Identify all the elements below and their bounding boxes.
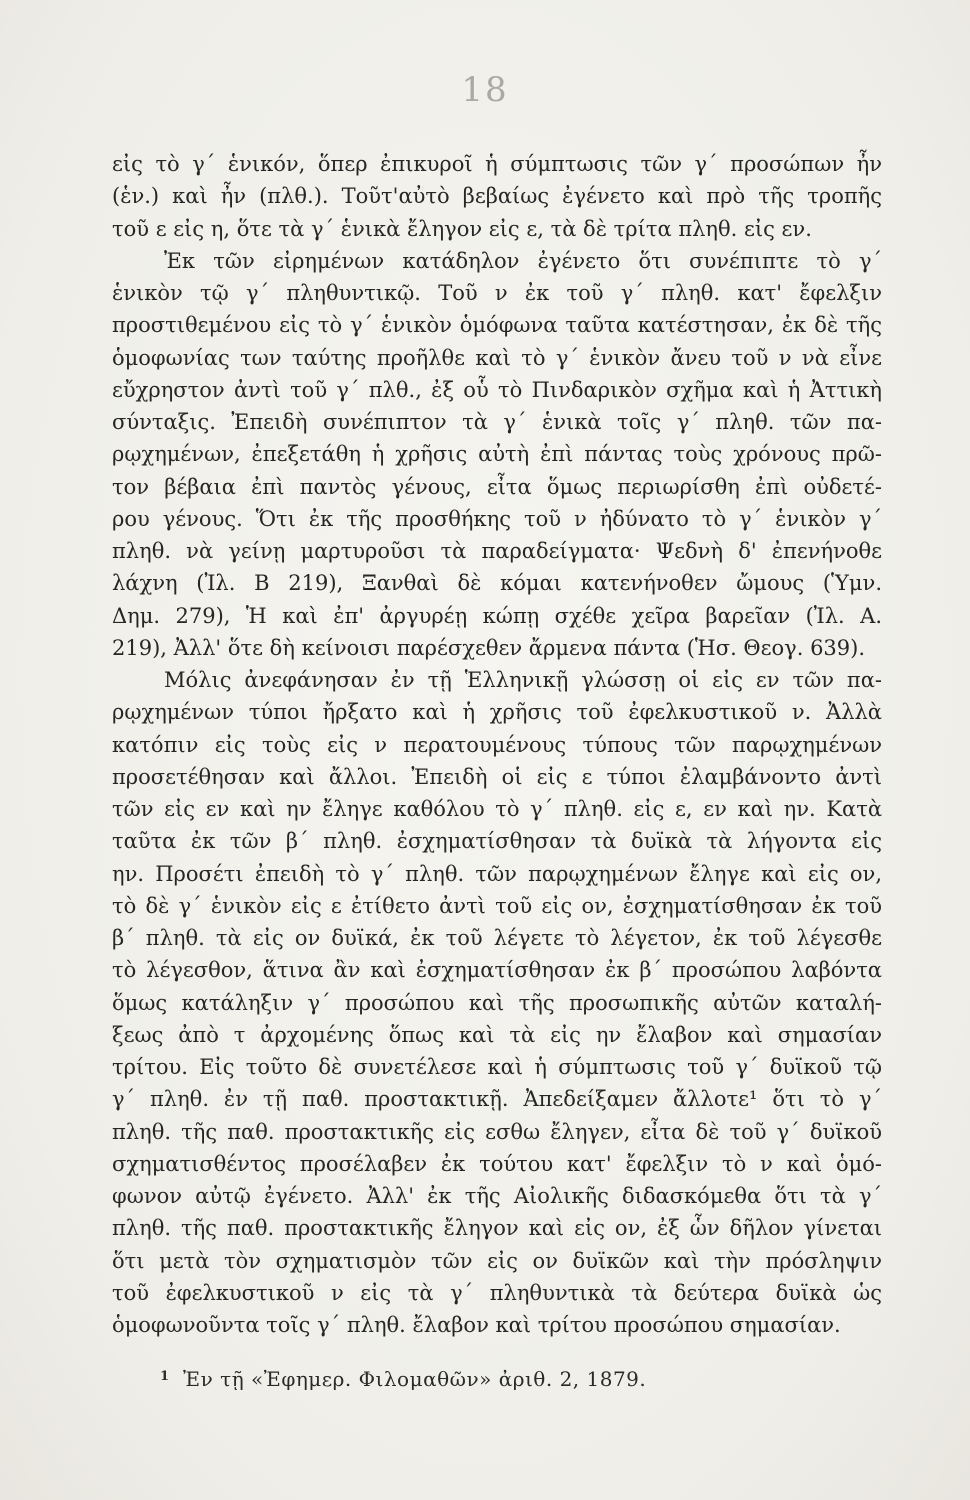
text-line: τῶν εἰς εν καὶ ην ἔληγε καθόλου τὸ γ΄ πληθ. εἰς ε, εν καὶ ην. Κατὰ: [112, 797, 882, 821]
text-line: προσετέθησαν καὶ ἄλλοι. Ἐπειδὴ οἱ εἰς ε τύποι ἐλαμβάνοντο ἀντὶ: [112, 764, 882, 789]
footnote-text: Ἐν τῇ «Ἐφημερ. Φιλομαθῶν» ἀριθ. 2, 1879.: [183, 1367, 647, 1391]
text-line: ρῳχημένων, ἐπεξετάθη ἡ χρῆσις αὐτὴ ἐπὶ πάντας τοὺς χρόνους πρῶ-: [112, 442, 882, 467]
text-line: ὁμοφωνοῦντα τοῖς γ΄ πληθ. ἔλαβον καὶ τρίτου προσώπου σημασίαν.: [112, 1313, 841, 1337]
text-line: Μόλις ἀνεφάνησαν ἐν τῇ Ἑλληνικῇ γλώσσῃ οἱ εἰς εν τῶν πα-: [164, 668, 882, 692]
body-text: [112, 148, 882, 1341]
text-line: ρου γένους. Ὅτι ἐκ τῆς προσθήκης τοῦ ν ἠδύνατο τὸ γ΄ ἑνικὸν γ΄: [112, 506, 882, 531]
text-line: ὅμως κατάληξιν γ΄ προσώπου καὶ τῆς προσωπικῆς αὐτῶν καταλή-: [112, 990, 882, 1015]
text-line: κατόπιν εἰς τοὺς εἰς ν περατουμένους τύπους τῶν παρῳχημένων: [112, 732, 882, 757]
page-number: 18: [461, 70, 509, 110]
text-line: β΄ πληθ. τὰ εἰς ον δυϊκά, ἐκ τοῦ λέγετε τὸ λέγετον, ἐκ τοῦ λέγεσθε: [112, 926, 882, 950]
text-line: 219), Ἀλλ' ὅτε δὴ κείνοισι παρέσχεθεν ἄρμενα πάντα (Ἡσ. Θεογ. 639).: [112, 635, 866, 660]
footnote: [160, 1363, 646, 1393]
text-line: πληθ. τῆς παθ. προστακτικῆς ἔληγον καὶ εἰς ον, ἐξ ὧν δῆλον γίνεται: [112, 1216, 882, 1241]
text-line: προστιθεμένου εἰς τὸ γ΄ ἑνικὸν ὁμόφωνα ταῦτα κατέστησαν, ἐκ δὲ τῆς: [112, 313, 882, 338]
text-line: τὸ δὲ γ΄ ἑνικὸν εἰς ε ἐτίθετο ἀντὶ τοῦ εἰς ον, ἐσχηματίσθησαν ἐκ τοῦ: [112, 893, 882, 918]
text-line: ην. Προσέτι ἐπειδὴ τὸ γ΄ πληθ. τῶν παρῳχημένων ἔληγε καὶ εἰς ον,: [112, 861, 882, 886]
text-line: τὸ λέγεσθον, ἅτινα ἂν καὶ ἐσχηματίσθησαν ἐκ β΄ προσώπου λαβόντα: [112, 958, 882, 983]
text-line: πληθ. τῆς παθ. προστακτικῆς εἰς εσθω ἔληγεν, εἶτα δὲ τοῦ γ΄ δυϊκοῦ: [112, 1119, 882, 1144]
text-line: σχηματισθέντος προσέλαβεν ἐκ τούτου κατ' ἔφελξιν τὸ ν καὶ ὁμό-: [112, 1151, 882, 1176]
text-line: λάχνη (Ἰλ. Β 219), Ξανθαὶ δὲ κόμαι κατενήνοθεν ὤμους (Ὑμν.: [112, 571, 882, 596]
text-line: εἰς τὸ γ΄ ἑνικόν, ὅπερ ἐπικυροῖ ἡ σύμπτωσις τῶν γ΄ προσώπων ἦν: [112, 152, 882, 176]
text-line: φωνον αὐτῷ ἐγένετο. Ἀλλ' ἐκ τῆς Αἰολικῆς διδασκόμεθα ὅτι τὰ γ΄: [112, 1184, 882, 1208]
text-line: Ἐκ τῶν εἰρημένων κατάδηλον ἐγένετο ὅτι συνέπιπτε τὸ γ΄: [164, 248, 882, 273]
text-line: ταῦτα ἐκ τῶν β΄ πληθ. ἐσχηματίσθησαν τὰ δυϊκὰ τὰ λήγοντα εἰς: [112, 829, 882, 854]
text-line: τοῦ ἐφελκυστικοῦ ν εἰς τὰ γ΄ πληθυντικὰ τὰ δεύτερα δυϊκὰ ὡς: [112, 1280, 882, 1305]
text-line: πληθ. νὰ γείνῃ μαρτυροῦσι τὰ παραδείγματα· Ψεδνὴ δ' ἐπενήνοθε: [112, 539, 882, 563]
text-line: τρίτου. Εἰς τοῦτο δὲ συνετέλεσε καὶ ἡ σύμπτωσις τοῦ γ΄ δυϊκοῦ τῷ: [112, 1055, 882, 1079]
text-line: ξεως ἀπὸ τ ἀρχομένης ὅπως καὶ τὰ εἰς ην ἔλαβον καὶ σημασίαν: [112, 1022, 882, 1047]
footnote-marker: 1: [160, 1369, 170, 1384]
text-line: ἑνικὸν τῷ γ΄ πληθυντικῷ. Τοῦ ν ἐκ τοῦ γ΄ πληθ. κατ' ἔφελξιν: [112, 281, 882, 305]
text-line: (ἑν.) καὶ ἦν (πλθ.). Τοῦτ'αὐτὸ βεβαίως ἐγένετο καὶ πρὸ τῆς τροπῆς: [112, 184, 882, 209]
text-line: σύνταξις. Ἐπειδὴ συνέπιπτον τὰ γ΄ ἑνικὰ τοῖς γ΄ πληθ. τῶν πα-: [112, 410, 882, 434]
text-line: ὅτι μετὰ τὸν σχηματισμὸν τῶν εἰς ον δυϊκῶν καὶ τὴν πρόσληψιν: [112, 1248, 882, 1273]
text-line: ρῳχημένων τύποι ἤρξατο καὶ ἡ χρῆσις τοῦ ἐφελκυστικοῦ ν. Ἀλλὰ: [112, 700, 882, 725]
text-line: ὁμοφωνίας των ταύτης προῆλθε καὶ τὸ γ΄ ἑνικὸν ἄνευ τοῦ ν νὰ εἶνε: [112, 345, 882, 370]
text-line: εὔχρηστον ἀντὶ τοῦ γ΄ πλθ., ἐξ οὗ τὸ Πινδαρικὸν σχῆμα καὶ ἡ Ἀττικὴ: [112, 377, 882, 402]
text-line: τοῦ ε εἰς η, ὅτε τὰ γ΄ ἑνικὰ ἔληγον εἰς ε, τὰ δὲ τρίτα πληθ. εἰς εν.: [112, 216, 812, 241]
text-line: τον βέβαια ἐπὶ παντὸς γένους, εἶτα ὅμως περιωρίσθη ἐπὶ οὐδετέ-: [112, 474, 882, 499]
text-line: Δημ. 279), Ἡ καὶ ἐπ' ἀργυρέῃ κώπῃ σχέθε χεῖρα βαρεῖαν (Ἰλ. Α.: [112, 603, 882, 628]
text-line: γ΄ πληθ. ἐν τῇ παθ. προστακτικῇ. Ἀπεδείξαμεν ἄλλοτε¹ ὅτι τὸ γ΄: [112, 1087, 882, 1112]
